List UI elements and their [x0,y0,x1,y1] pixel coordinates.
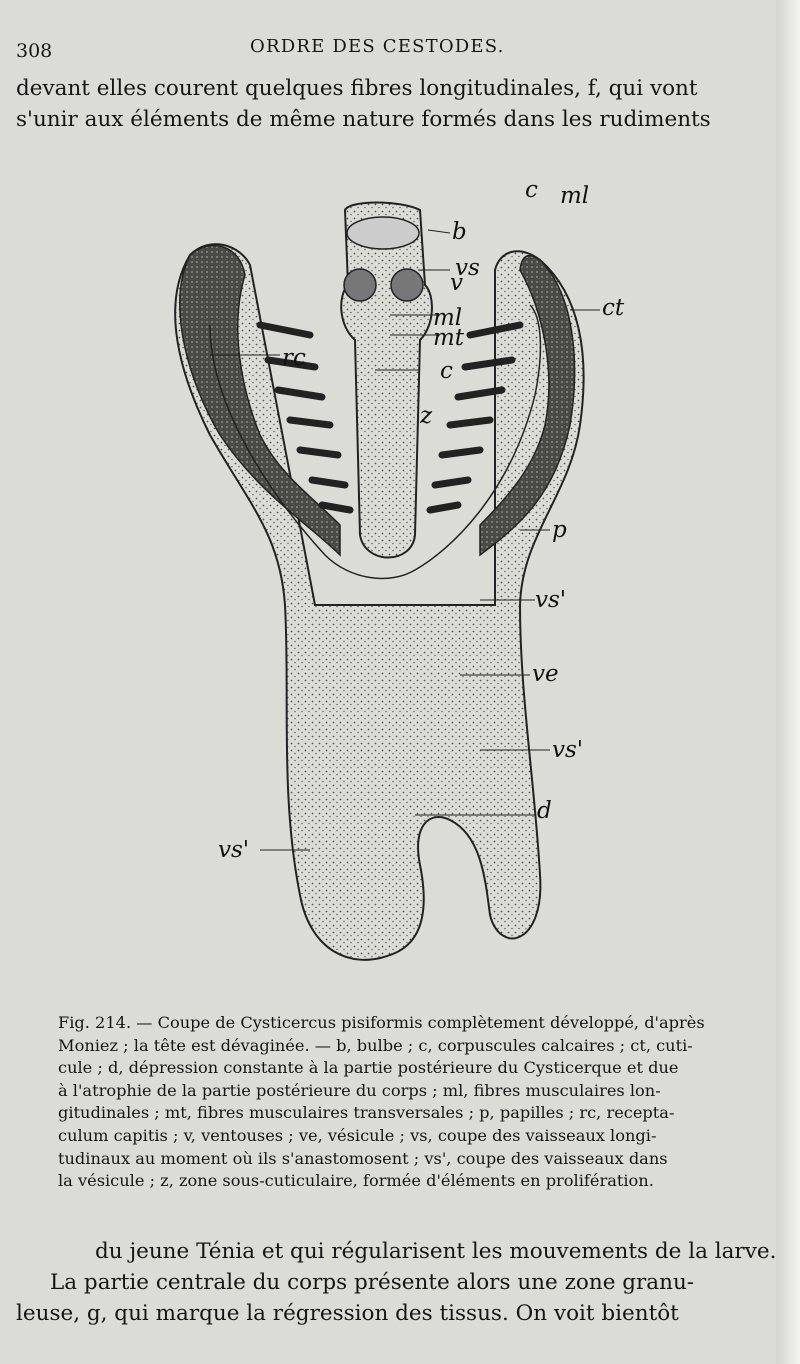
page-number: 308 [16,40,53,62]
label-ct: ct [602,295,625,321]
label-ve: ve [532,661,559,687]
figure-caption [58,1012,766,1193]
scolex [341,203,432,558]
label-ml: ml [433,305,463,331]
label-b: b [452,219,467,245]
caption-line: culum capitis ; v, ventouses ; ve, vésicule ; vs, coupe des vaisseaux longi- [58,1125,657,1145]
caption-line: Moniez ; la tête est dévaginée. — b, bulbe ; c, corpuscules calcaires ; ct, cuti- [58,1035,693,1055]
label-vs-2: vs' [552,737,584,763]
text-line: s'unir aux éléments de même nature formés dans les rudiments [16,107,711,132]
cysticercus-figure [150,175,750,980]
label-v: v [450,270,463,296]
caption-line: la vésicule ; z, zone sous-cuticulaire, formée d'éléments en prolifération. [58,1171,654,1191]
bulb [347,217,419,249]
body-text-bottom [16,1236,796,1329]
caption-line: tudinaux au moment où ils s'anastomosent ; vs', coupe des vaisseaux dans [58,1148,668,1168]
caption-line: à l'atrophie de la partie postérieure du corps ; ml, fibres musculaires lon- [58,1080,661,1100]
label-vs-3: vs' [218,837,250,863]
label-p: p [552,517,567,543]
label-c: c [440,358,453,384]
text-line: devant elles courent quelques fibres longitudinales, f, qui vont [16,76,698,101]
text-line: leuse, g, qui marque la régression des tissus. On voit bientôt [16,1301,679,1326]
caption-line: Fig. 214. — Coupe de Cysticercus pisiformis complètement développé, d'après [58,1013,705,1032]
running-head: ORDRE DES CESTODES. [250,36,505,57]
label-mt: mt [433,325,465,351]
label-d: d [537,798,552,824]
label-c-top: c [525,177,538,203]
body-text-top [16,73,736,135]
page-edge [776,0,800,1364]
label-vs-1: vs' [535,587,567,613]
sucker-right [391,269,423,301]
caption-line: gitudinales ; mt, fibres musculaires transversales ; p, papilles ; rc, recepta- [58,1103,675,1123]
sucker-left [344,269,376,301]
label-rc: rc [282,345,306,371]
label-ml-top: ml [560,183,590,209]
cysticercus-illustration [150,175,750,980]
label-vs: vs [455,255,480,281]
label-z: z [420,403,433,429]
text-line: du jeune Ténia et qui régularisent les mouvements de la larve. [95,1239,777,1264]
caption-line: cule ; d, dépression constante à la partie postérieure du Cysticerque et due [58,1058,679,1078]
text-line: La partie centrale du corps présente alors une zone granu- [50,1270,695,1295]
